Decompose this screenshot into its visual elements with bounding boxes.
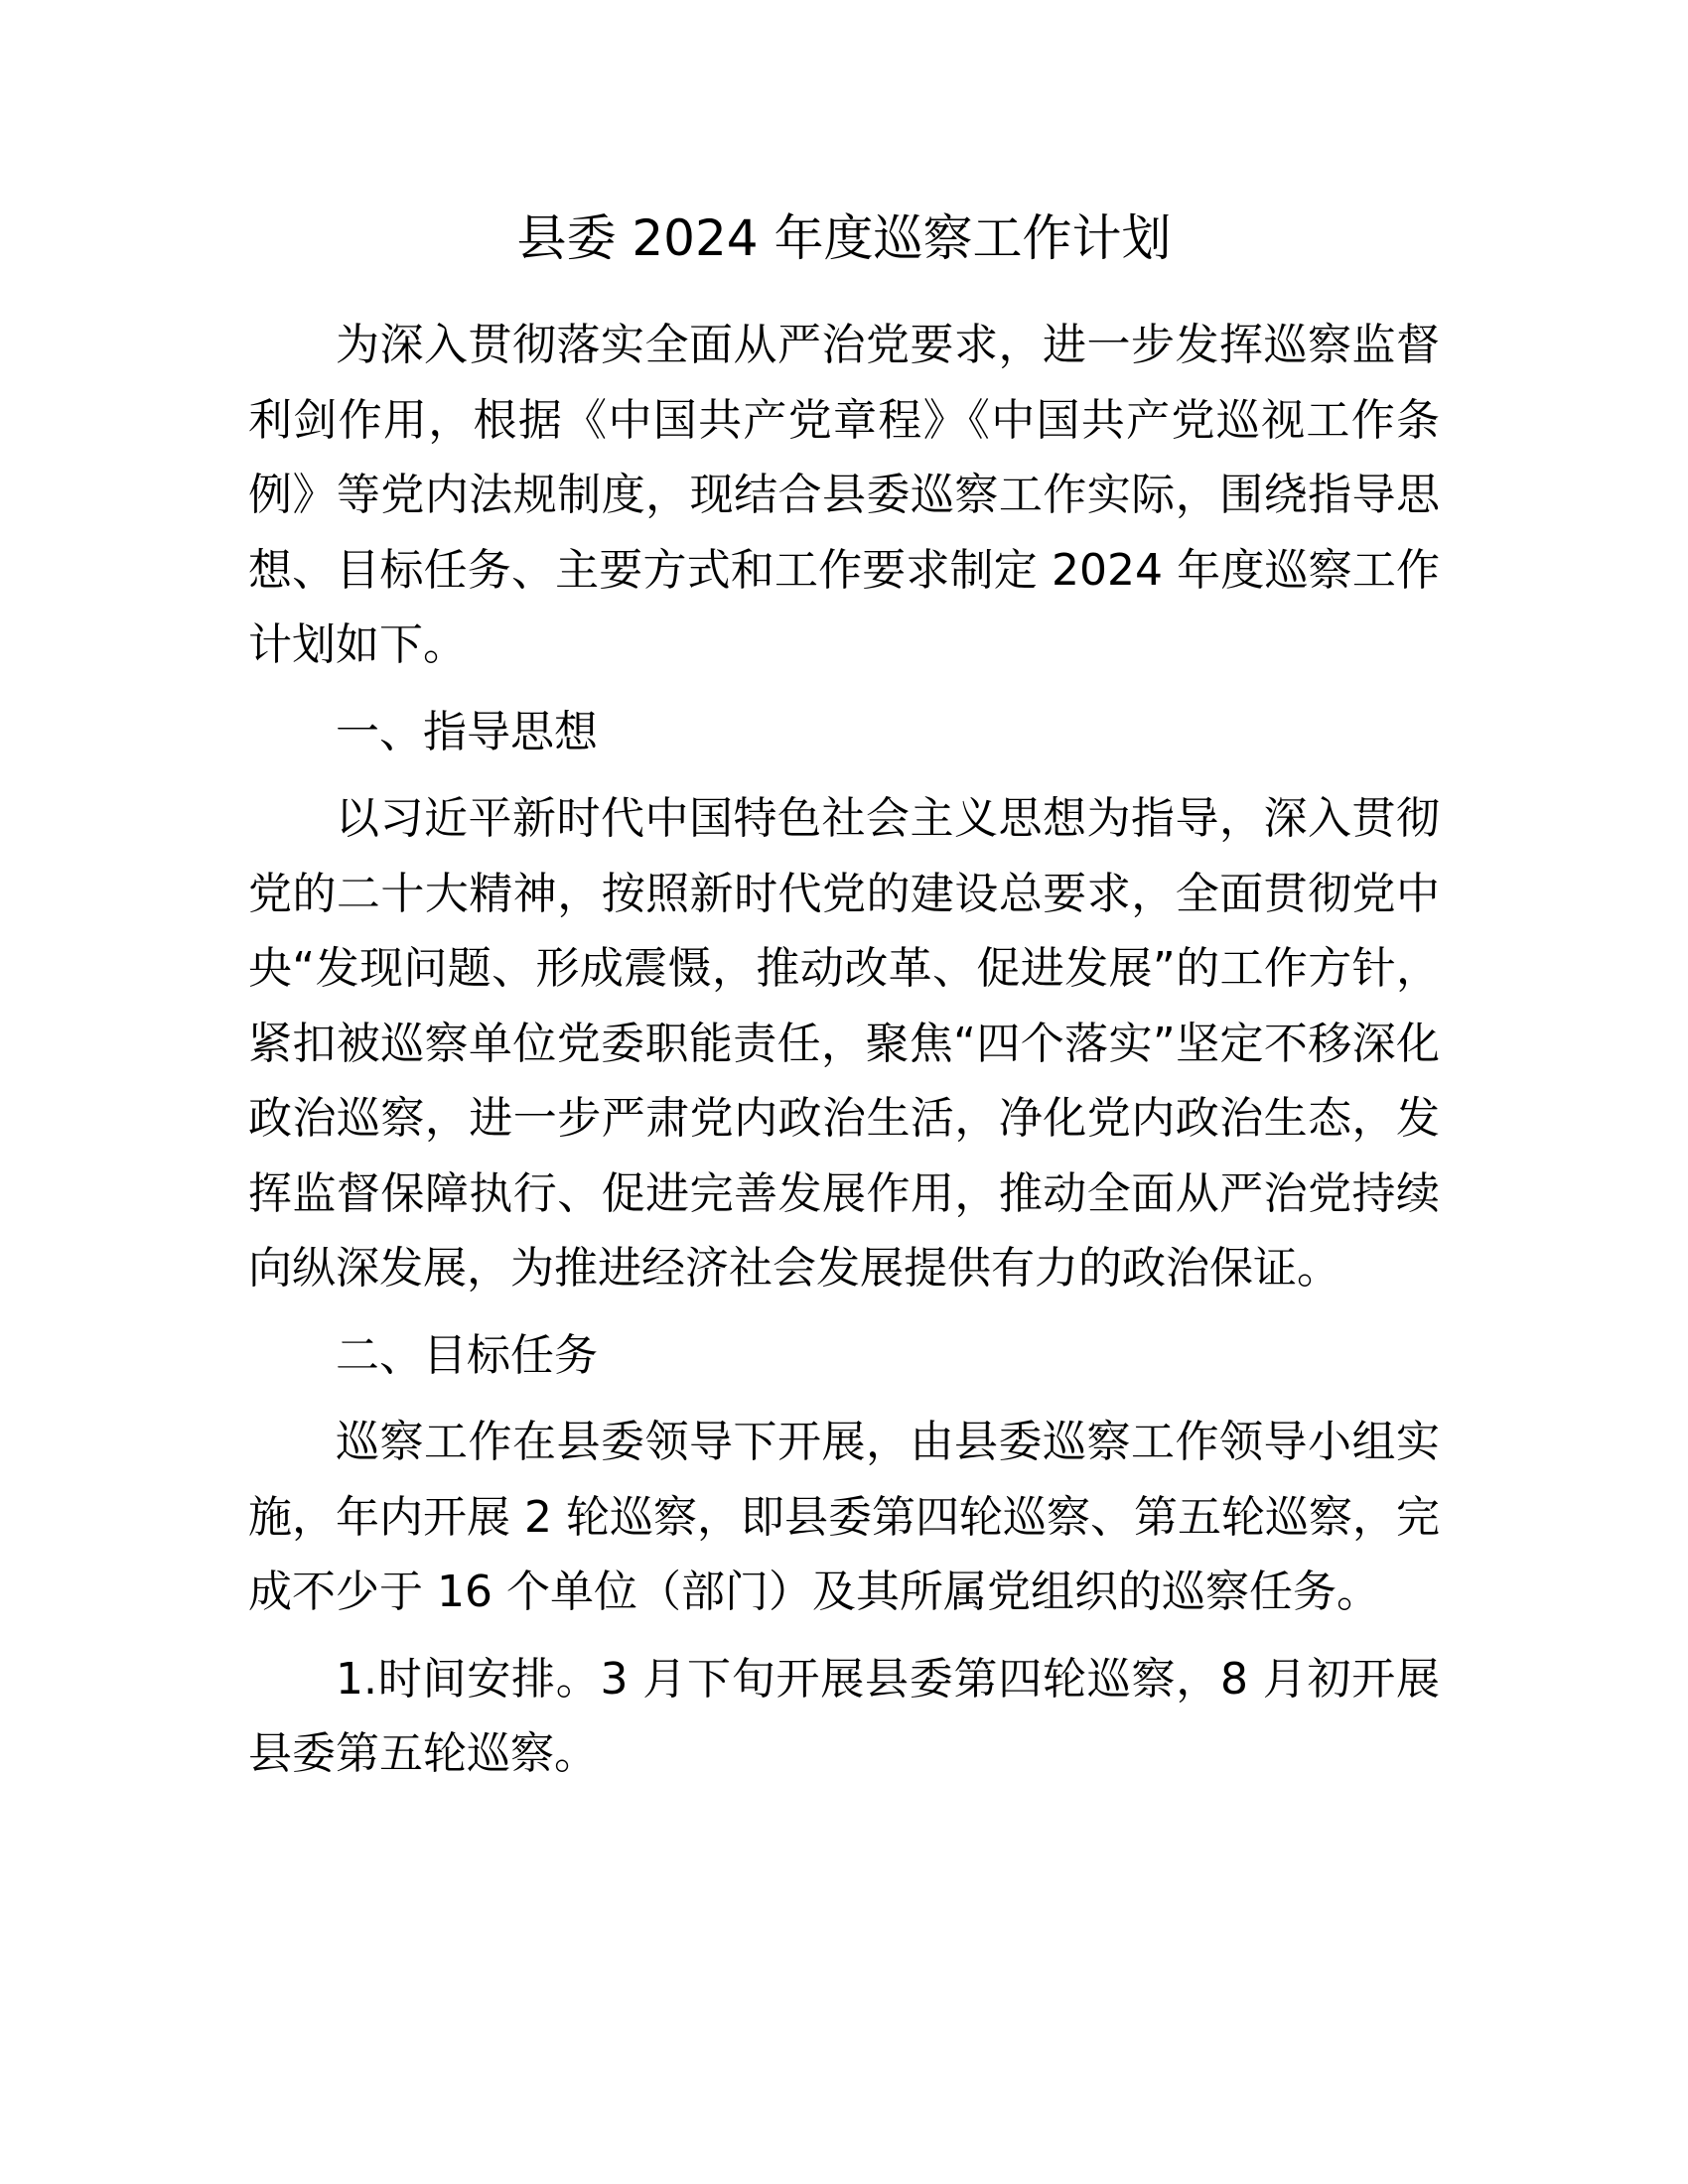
objectives-paragraph: 巡察工作在县委领导下开展，由县委巡察工作领导小组实施，年内开展 2 轮巡察，即县委第四轮巡察、第五轮巡察，完成不少于 16 个单位（部门）及其所属党组织的巡察任务。: [248, 1417, 1440, 1617]
intro-paragraph: 为深入贯彻落实全面从严治党要求，进一步发挥巡察监督利剑作用，根据《中国共产党章程》《中国共产党巡视工作条例》等党内法规制度，现结合县委巡察工作实际，围绕指导思想、目标任务、主要方式和工作要求制定 2024 年度巡察工作计划如下。: [248, 320, 1440, 670]
guiding-ideology-paragraph: 以习近平新时代中国特色社会主义思想为指导，深入贯彻党的二十大精神，按照新时代党的建设总要求，全面贯彻党中央“发现问题、形成震慑，推动改革、促进发展”的工作方针，紧扣被巡察单位党委职能责任，聚焦“四个落实”坚定不移深化政治巡察，进一步严肃党内政治生活，净化党内政治生态，发挥监督保障执行、促进完善发展作用，推动全面从严治党持续向纵深发展，为推进经济社会发展提供有力的政治保证。: [248, 793, 1440, 1294]
section-heading-objectives: 二、目标任务: [336, 1329, 598, 1381]
document-body: [248, 199, 1440, 1804]
schedule-paragraph: 1.时间安排。3 月下旬开展县委第四轮巡察，8 月初开展县委第五轮巡察。: [248, 1653, 1440, 1779]
section-heading-guiding-ideology: 一、指导思想: [336, 706, 598, 757]
document-title: 县委 2024 年度巡察工作计划: [516, 209, 1172, 267]
